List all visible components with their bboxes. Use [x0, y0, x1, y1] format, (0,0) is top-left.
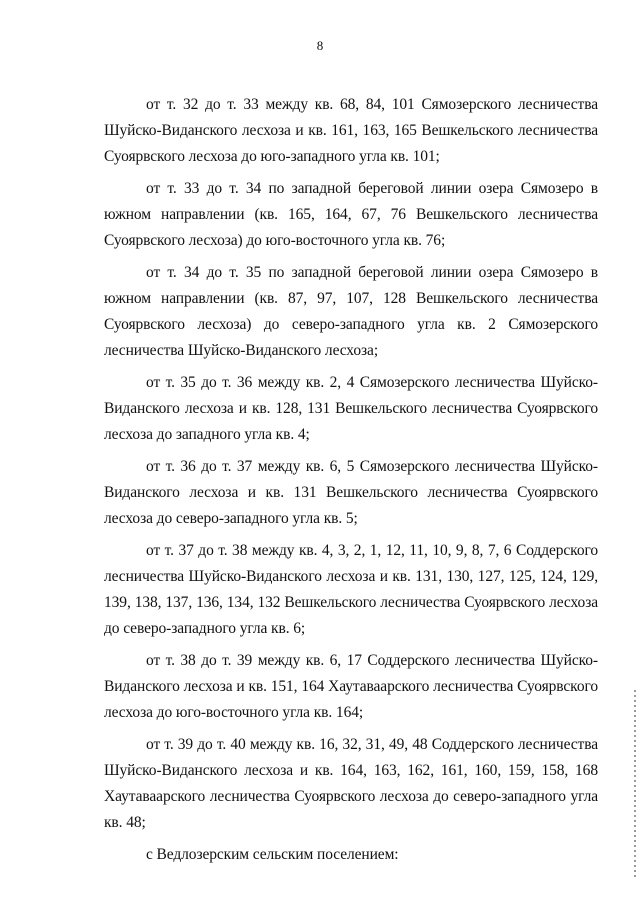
paragraph-segment-35-36: от т. 35 до т. 36 между кв. 2, 4 Сямозерского лесничества Шуйско-Виданского лесхоза и кв. 128, 131 Вешкельского лесничества Суоярвского лесхоза до западного угла кв. 4;	[104, 374, 598, 443]
page-number: 8	[316, 38, 324, 53]
paragraph-segment-32-33: от т. 32 до т. 33 между кв. 68, 84, 101 Сямозерского лесничества Шуйско-Виданского лесхоза и кв. 161, 163, 165 Вешкельского лесничества Суоярвского лесхоза до юго-западного угла кв. 101;	[104, 96, 598, 165]
paragraph-segment-38-39: от т. 38 до т. 39 между кв. 6, 17 Соддерского лесничества Шуйско-Виданского лесхоза и кв. 151, 164 Хаутаваарского лесничества Суоярвского лесхоза до юго-восточного угла кв. 164;	[104, 652, 598, 721]
paragraph-segment-37-38: от т. 37 до т. 38 между кв. 4, 3, 2, 1, 12, 11, 10, 9, 8, 7, 6 Соддерского лесничества Шуйско-Виданского лесхоза и кв. 131, 130, 127, 125, 124, 129, 139, 138, 137, 136, 134, 132 Вешкельского лесничества Суоярвского лесхоза до северо-западного угла кв. 6;	[104, 542, 598, 637]
scan-edge-marks	[634, 690, 636, 880]
paragraph-segment-36-37: от т. 36 до т. 37 между кв. 6, 5 Сямозерского лесничества Шуйско-Виданского лесхоза и кв. 131 Вешкельского лесничества Суоярвского лесхоза до северо-западного угла кв. 5;	[104, 458, 598, 527]
paragraph-segment-34-35: от т. 34 до т. 35 по западной береговой линии озера Сямозеро в южном направлении (кв. 87, 97, 107, 128 Вешкельского лесничества Суоярвского лесхоза) до северо-западного угла кв. 2 Сямозерского лесничества Шуйско-Виданского лесхоза;	[104, 264, 598, 359]
paragraph-segment-33-34: от т. 33 до т. 34 по западной береговой линии озера Сямозеро в южном направлении (кв. 165, 164, 67, 76 Вешкельского лесничества Суоярвского лесхоза) до юго-восточного угла кв. 76;	[104, 180, 598, 249]
paragraph-segment-39-40: от т. 39 до т. 40 между кв. 16, 32, 31, 49, 48 Соддерского лесничества Шуйско-Виданского лесхоза и кв. 164, 163, 162, 161, 160, 159, 158, 168 Хаутаваарского лесничества Суоярвского лесхоза до северо-западного угла кв. 48;	[104, 736, 598, 831]
document-body	[104, 92, 598, 874]
paragraph-section-heading: с Ведлозерским сельским поселением:	[146, 846, 399, 863]
